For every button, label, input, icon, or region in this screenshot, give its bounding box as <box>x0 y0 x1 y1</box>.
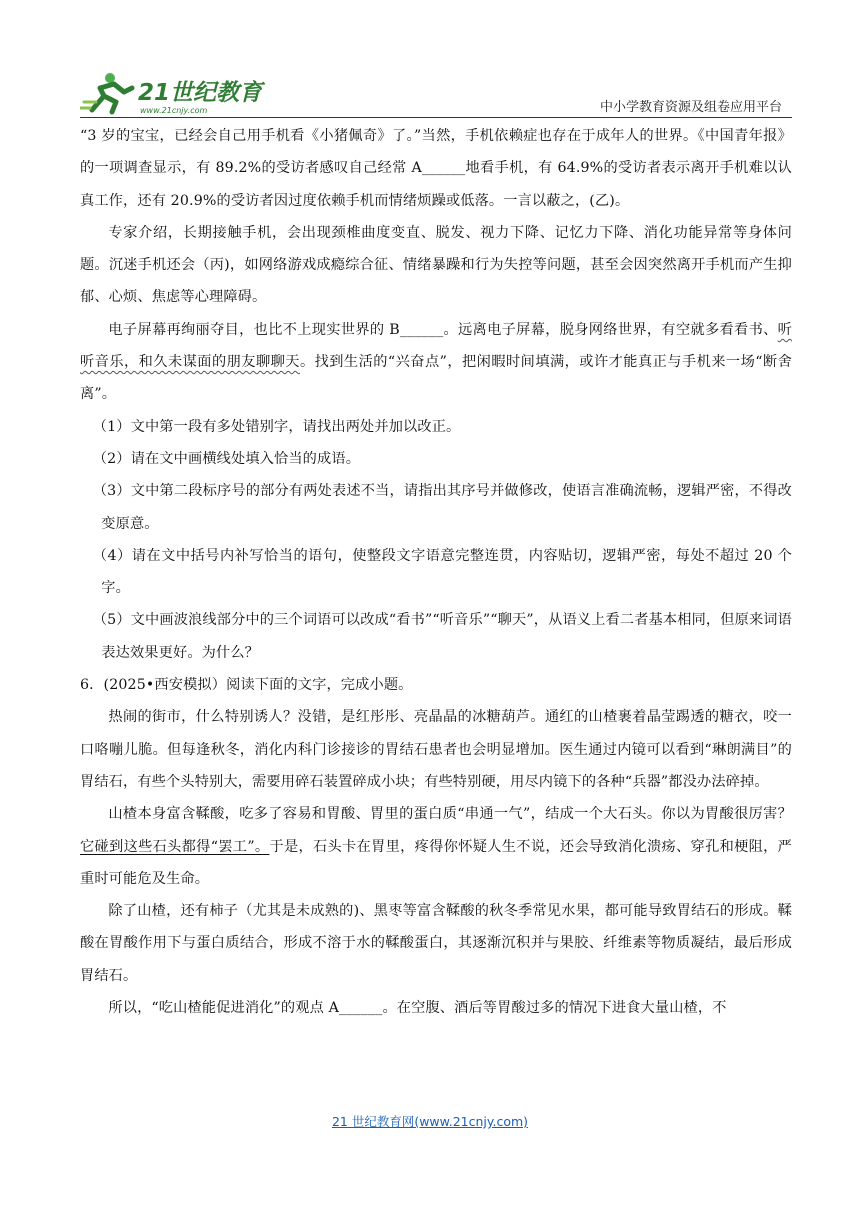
paragraph-3-before: 电子屏幕再绚丽夺目，也比不上现实世界的 B______。远离电子屏幕，脱身网络世界，有空就多看看书、 <box>108 321 778 338</box>
page-header <box>80 66 792 118</box>
q6-paragraph-1: 热闹的街市，什么特别诱人？没错，是红彤彤、亮晶晶的冰糖葫芦。通红的山楂裹着晶莹踢透的糖衣，咬一口咯嘣儿脆。但每逢秋冬，消化内科门诊接诊的胃结石患者也会明显增加。医生通过内镜可以看到“琳朗满目”的胃结石，有些个头特别大，需要用碎石装置碎成小块；有些特别硬，用尽内镜下的各种“兵器”都没办法碎掉。 <box>80 709 792 790</box>
footer-link[interactable]: 21 世纪教育网(www.21cnjy.com) <box>331 1114 529 1129</box>
q6-paragraph-4: 所以，“吃山楂能促进消化”的观点 A______。在空腹、酒后等胃酸过多的情况下进食大量山楂，不 <box>108 1000 727 1017</box>
document-body <box>80 120 792 1024</box>
q6-paragraph-2-after: 于是，石头卡在胃里，疼得你怀疑人生不说，还会导致消化溃疡、穿孔和梗阻，严重时可能危及生命。 <box>80 838 793 887</box>
question-2: （2）请在文中画横线处填入恰当的成语。 <box>92 450 361 467</box>
q6-paragraph-2 <box>80 798 792 895</box>
question-5: （5）文中画波浪线部分中的三个词语可以改成“看书”“听音乐”“聊天”，从语义上看二者基本相同，但原来词语表达效果更好。为什么？ <box>92 612 792 661</box>
page-footer <box>0 1112 860 1130</box>
q6-paragraph-2-before: 山楂本身富含鞣酸，吃多了容易和胃酸、胃里的蛋白质“串通一气”，结成一个大石头。你以为胃酸很厉害？ <box>108 806 792 823</box>
platform-name: 中小学教育资源及组卷应用平台 <box>599 100 782 115</box>
paragraph-3-after: 。找到生活的“兴奋点”，把闲暇时间填满，或许才能真正与手机来一场“断舍离”。 <box>80 354 792 403</box>
logo-url: www.21cnjy.com <box>140 106 208 115</box>
question-3: （3）文中第二段标序号的部分有两处表述不当，请指出其序号并做修改，使语言准确流畅，逻辑严密，不得改变原意。 <box>92 483 792 532</box>
logo-text: 21世纪教育 <box>138 80 263 106</box>
wavy-underlined-phrase: 听听音乐，和久未谋面的朋友聊聊天 <box>80 321 792 371</box>
question-4: （4）请在文中括号内补写恰当的语句，使整段文字语意完整连贯，内容贴切，逻辑严密，每处不超过 20 个字。 <box>92 547 792 597</box>
paragraph-2: 专家介绍，长期接触手机，会出现颈椎曲度变直、脱发、视力下降、记忆力下降、消化功能异常等身体问题。沉迷手机还会（丙)，如网络游戏成瘾综合征、情绪暴躁和行为失控等问题，甚至会因突然离开手机而产生抑郁、心烦、焦虑等心理障碍。 <box>80 224 792 306</box>
underlined-sentence: 它碰到这些石头都得“罢工”。 <box>80 838 270 855</box>
q6-paragraph-3: 除了山楂，还有柿子（尤其是未成熟的)、黑枣等富含鞣酸的秋冬季常见水果，都可能导致胃结石的形成。鞣酸在胃酸作用下与蛋白质结合，形成不溶于水的鞣酸蛋白，其逐渐沉积并与果胶、纤维素等物质凝结，最后形成胃结石。 <box>80 903 792 984</box>
paragraph-3 <box>80 314 792 411</box>
header-divider <box>80 117 792 118</box>
question-1: （1）文中第一段有多处错别字，请找出两处并加以改正。 <box>92 418 461 435</box>
paragraph-1: “3 岁的宝宝，已经会自己用手机看《小猪佩奇》了。”当然，手机依赖症也存在于成年人的世界。《中国青年报》的一项调查显示，有 89.2%的受访者感叹自己经常 A______地看手机，有 64.9%的受访者表示离开手机难以认真工作，还有 20.9%的受访者因过度依赖手机而情绪烦躁或低落。一言以蔽之，(乙)。 <box>80 128 792 209</box>
site-logo <box>80 66 280 118</box>
runner-icon <box>80 73 132 112</box>
question-6-title: 6．(2025•西安模拟）阅读下面的文字，完成小题。 <box>80 677 413 694</box>
